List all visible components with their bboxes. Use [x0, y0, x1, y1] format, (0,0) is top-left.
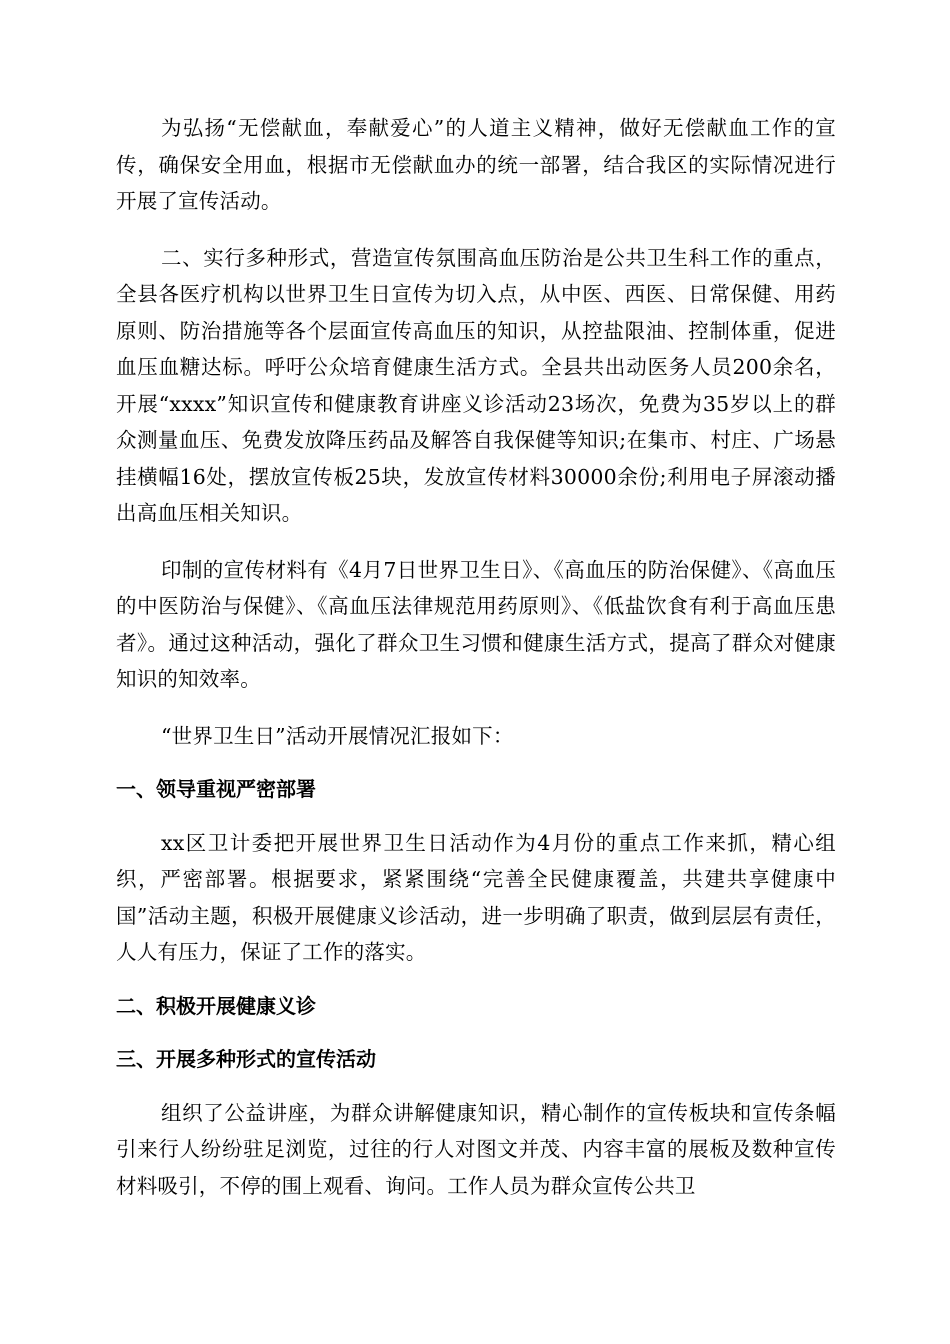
- heading-free-clinic: 二、积极开展健康义诊: [116, 993, 316, 1018]
- paragraph-public-lectures: 组织了公益讲座，为群众讲解健康知识，精心制作的宣传板块和宣传条幅引来行人纷纷驻足浏览，过往的行人对图文并茂、内容丰富的展板及数种宣传材料吸引，不停的围上观看、询问。工作人员为群众宣传公共卫: [116, 1100, 836, 1198]
- paragraph-blood-donation: 为弘扬“无偿献血，奉献爱心”的人道主义精神，做好无偿献血工作的宣传，确保安全用血，根据市无偿献血办的统一部署，结合我区的实际情况进行开展了宣传活动。: [116, 116, 836, 213]
- paragraph-report-intro: “世界卫生日”活动开展情况汇报如下：: [161, 723, 514, 748]
- paragraph-publicity-forms: 二、实行多种形式，营造宣传氛围高血压防治是公共卫生科工作的重点，全县各医疗机构以世界卫生日宣传为切入点，从中医、西医、日常保健、用药原则、防治措施等各个层面宣传高血压的知识，从控盐限油、控制体重，促进血压血糖达标。呼吁公众培育健康生活方式。全县共出动医务人员200余名，开展“xxxx”知识宣传和健康教育讲座义诊活动23场次，免费为35岁以上的群众测量血压、免费发放降压药品及解答自我保健等知识;在集市、村庄、广场悬挂横幅16处，摆放宣传板25块，发放宣传材料30000余份;利用电子屏滚动播出高血压相关知识。: [116, 245, 836, 525]
- paragraph-leadership: xx区卫计委把开展世界卫生日活动作为4月份的重点工作来抓，精心组织，严密部署。根据要求，紧紧围绕“完善全民健康覆盖，共建共享健康中国”活动主题，积极开展健康义诊活动，进一步明确了职责，做到层层有责任，人人有压力，保证了工作的落实。: [116, 830, 836, 964]
- paragraph-printed-materials: 印制的宣传材料有《4月7日世界卫生日》、《高血压的防治保健》、《高血压的中医防治与保健》、《高血压法律规范用药原则》、《低盐饮食有利于高血压患者》。通过这种活动，强化了群众卫生习惯和健康生活方式，提高了群众对健康知识的知效率。: [116, 557, 836, 691]
- heading-leadership: 一、领导重视严密部署: [116, 777, 316, 801]
- document-page: [116, 110, 836, 1204]
- heading-publicity-activities: 三、开展多种形式的宣传活动: [116, 1047, 376, 1071]
